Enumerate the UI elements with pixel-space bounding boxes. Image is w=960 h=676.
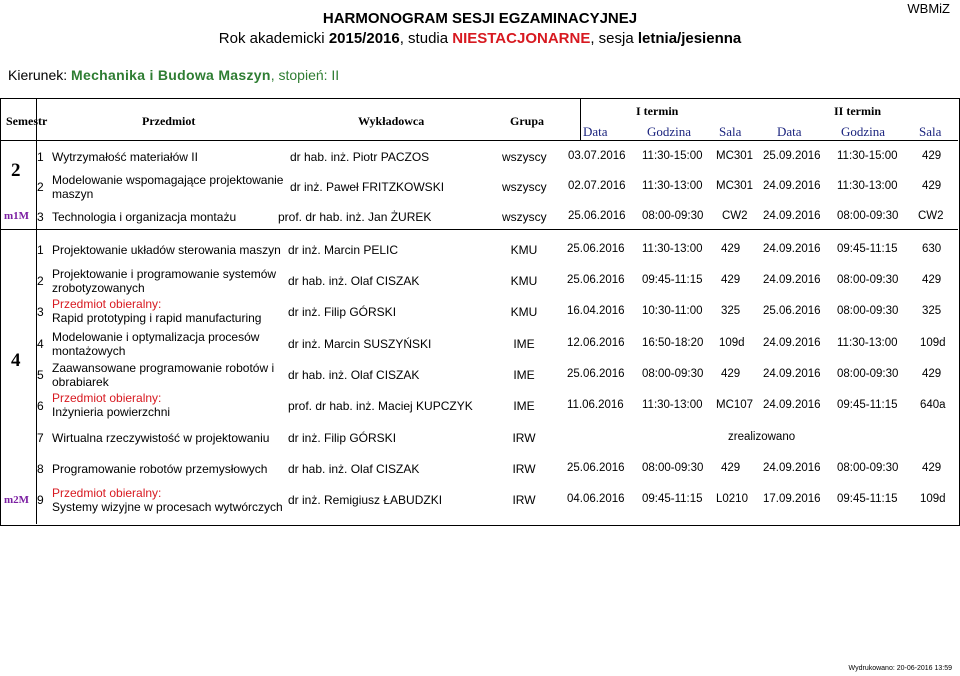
- subtitle-prefix: Rok akademicki: [218, 30, 329, 47]
- semester-label: 4: [11, 350, 21, 371]
- term2-time: 09:45-11:15: [837, 399, 898, 411]
- page-title: HARMONOGRAM SESJI EGZAMINACYJNEJ: [322, 10, 638, 27]
- lecturer-name: dr hab. inż. Olaf CISZAK: [288, 462, 420, 476]
- term2-time: 08:00-09:30: [837, 210, 899, 222]
- col-data-1: Data: [583, 124, 608, 139]
- term2-room: 640a: [920, 399, 946, 411]
- col-godzina-2: Godzina: [841, 124, 886, 139]
- term1-room: L0210: [716, 493, 748, 505]
- subtitle-mid2: , sesja: [590, 30, 638, 47]
- term1-date: 25.06.2016: [567, 462, 625, 474]
- term1-date: 25.06.2016: [568, 210, 626, 222]
- row-number: 7: [37, 431, 44, 445]
- field-name: Mechanika i Budowa Maszyn: [71, 67, 271, 83]
- row-number: 5: [37, 368, 44, 382]
- term2-date: 24.09.2016: [763, 368, 821, 380]
- term2-date: 17.09.2016: [763, 493, 821, 505]
- term2-date: 24.09.2016: [763, 243, 821, 255]
- term2-time: 11:30-13:00: [837, 337, 898, 349]
- group-name: wszyscy: [502, 180, 547, 194]
- term1-date: 25.06.2016: [567, 243, 625, 255]
- row-number: 8: [37, 462, 44, 476]
- term2-date: 24.09.2016: [763, 399, 821, 411]
- col-data-2: Data: [777, 124, 802, 139]
- col-godzina-1: Godzina: [647, 124, 692, 139]
- subject-name: Projektowanie i programowanie systemów zrobotyzowanych: [52, 267, 277, 295]
- row-number: 1: [37, 150, 44, 164]
- term1-time: 09:45-11:15: [642, 493, 703, 505]
- group-name: IRW: [512, 462, 536, 476]
- subject-name: Modelowanie wspomagające projektowanie maszyn: [52, 173, 284, 201]
- lecturer-name: dr inż. Paweł FRITZKOWSKI: [290, 180, 445, 194]
- term1-time: 08:00-09:30: [642, 368, 704, 380]
- row-number: 1: [37, 243, 44, 257]
- grid-line: [0, 140, 958, 141]
- term1-time: 10:30-11:00: [642, 305, 703, 317]
- row-number: 4: [37, 337, 44, 351]
- semester-label: 2: [11, 160, 21, 181]
- lecturer-name: dr inż. Remigiusz ŁABUDZKI: [288, 493, 443, 507]
- term2-time: 08:00-09:30: [837, 274, 899, 286]
- grid-line: [0, 229, 958, 230]
- row-number: 6: [37, 399, 44, 413]
- lecturer-name: dr hab. inż. Olaf CISZAK: [288, 368, 420, 382]
- term2-room: CW2: [918, 210, 944, 222]
- term1-date: 12.06.2016: [567, 337, 625, 349]
- group-name: KMU: [510, 274, 538, 288]
- subject-name: Wytrzymałość materiałów II: [52, 150, 198, 164]
- field-label: Kierunek:: [8, 67, 72, 83]
- term2-time: 09:45-11:15: [837, 493, 898, 505]
- group-name: KMU: [510, 243, 538, 257]
- term1-date: 25.06.2016: [567, 274, 625, 286]
- term2-room: 429: [922, 150, 942, 162]
- term1-time: 08:00-09:30: [642, 210, 704, 222]
- lecturer-name: dr inż. Filip GÓRSKI: [288, 305, 397, 319]
- term2-room: 429: [922, 368, 942, 380]
- term1-date: 04.06.2016: [567, 493, 625, 505]
- col-przedmiot: Przedmiot: [142, 114, 196, 128]
- group-name: IME: [513, 337, 535, 351]
- status-note: zrealizowano: [728, 431, 796, 443]
- subject-name: Zaawansowane programowanie robotów i obrabiarek: [52, 361, 275, 389]
- term1-room: 429: [721, 462, 741, 474]
- term2-time: 08:00-09:30: [837, 305, 899, 317]
- term2-time: 08:00-09:30: [837, 462, 899, 474]
- term1-time: 16:50-18:20: [642, 337, 704, 349]
- lecturer-name: dr inż. Marcin PELIC: [288, 243, 399, 257]
- subject-name: Inżynieria powierzchni: [52, 405, 171, 419]
- subject-name: Projektowanie układów sterowania maszyn: [52, 243, 281, 257]
- term2-date: 25.09.2016: [763, 150, 821, 162]
- col-semestr: Semestr: [6, 114, 48, 128]
- term2-date: 24.09.2016: [763, 337, 821, 349]
- grid-line: [580, 98, 581, 140]
- term1-time: 11:30-15:00: [642, 150, 703, 162]
- term2-room: 109d: [920, 493, 946, 505]
- group-name: wszyscy: [502, 210, 547, 224]
- term1-date: 16.04.2016: [567, 305, 625, 317]
- academic-year: 2015/2016: [328, 30, 400, 47]
- row-number: 2: [37, 180, 44, 194]
- row-number: 9: [37, 493, 44, 507]
- subject-name: Rapid prototyping i rapid manufacturing: [52, 311, 262, 325]
- row-number: 3: [37, 305, 44, 319]
- term1-room: 325: [721, 305, 741, 317]
- term2-room: 429: [922, 180, 942, 192]
- term1-date: 03.07.2016: [568, 150, 626, 162]
- term2-room: 630: [922, 243, 942, 255]
- lecturer-name: dr hab. inż. Piotr PACZOS: [290, 150, 430, 164]
- term2-time: 11:30-13:00: [837, 180, 898, 192]
- term2-date: 24.09.2016: [763, 274, 821, 286]
- faculty-code: WBMiZ: [907, 1, 950, 16]
- term2-room: 429: [922, 274, 942, 286]
- term1-room: 429: [721, 274, 741, 286]
- group-name: IME: [513, 368, 535, 382]
- elective-label: Przedmiot obieralny:: [52, 486, 162, 500]
- session-name: letnia/jesienna: [637, 30, 742, 47]
- group-name: wszyscy: [502, 150, 547, 164]
- study-mode: NIESTACJONARNE: [452, 30, 591, 47]
- row-number: 3: [37, 210, 44, 224]
- term1-room: MC301: [716, 180, 754, 192]
- term2-room: 109d: [920, 337, 946, 349]
- subject-name: Programowanie robotów przemysłowych: [52, 462, 268, 476]
- col-wykladowca: Wykładowca: [358, 114, 425, 128]
- subtitle-mid: , studia: [399, 30, 453, 47]
- col-sala-1: Sala: [719, 124, 742, 139]
- subject-name: Wirtualna rzeczywistość w projektowaniu: [52, 431, 270, 445]
- group-name: IME: [513, 399, 535, 413]
- term1-room: 109d: [719, 337, 745, 349]
- term2-time: 09:45-11:15: [837, 243, 898, 255]
- term2-date: 24.09.2016: [763, 462, 821, 474]
- term1-room: 429: [721, 243, 741, 255]
- term1-room: MC301: [716, 150, 754, 162]
- page-subtitle: [0, 30, 960, 47]
- term1-date: 11.06.2016: [567, 399, 624, 411]
- term1-date: 25.06.2016: [567, 368, 625, 380]
- elective-label: Przedmiot obieralny:: [52, 391, 162, 405]
- term1-time: 11:30-13:00: [642, 399, 703, 411]
- term2-time: 11:30-15:00: [837, 150, 898, 162]
- term2-room: 429: [922, 462, 942, 474]
- specialization-label: m1M: [4, 210, 30, 222]
- print-timestamp: Wydrukowano: 20-06-2016 13:59: [848, 665, 952, 672]
- elective-label: Przedmiot obieralny:: [52, 297, 162, 311]
- term1-room: 429: [721, 368, 741, 380]
- lecturer-name: prof. dr hab. inż. Jan ŻUREK: [278, 210, 432, 224]
- subject-name: Systemy wizyjne w procesach wytwórczych: [52, 500, 283, 514]
- term1-time: 11:30-13:00: [642, 180, 703, 192]
- group-name: IRW: [512, 431, 536, 445]
- term1-room: MC107: [716, 399, 754, 411]
- lecturer-name: dr inż. Marcin SUSZYŃSKI: [288, 337, 432, 351]
- lecturer-name: prof. dr hab. inż. Maciej KUPCZYK: [288, 399, 473, 413]
- specialization-label: m2M: [4, 494, 30, 506]
- group-name: IRW: [512, 493, 536, 507]
- term1-time: 08:00-09:30: [642, 462, 704, 474]
- row-number: 2: [37, 274, 44, 288]
- term2-date: 25.06.2016: [763, 305, 821, 317]
- field-degree: , stopień: II: [270, 67, 340, 83]
- col-term1: I termin: [636, 104, 679, 118]
- subject-name: Modelowanie i optymalizacja procesów montażowych: [52, 330, 260, 358]
- field-of-study: [8, 67, 339, 83]
- group-name: KMU: [510, 305, 538, 319]
- term1-time: 09:45-11:15: [642, 274, 703, 286]
- lecturer-name: dr inż. Filip GÓRSKI: [288, 431, 397, 445]
- term2-time: 08:00-09:30: [837, 368, 899, 380]
- subject-name: Technologia i organizacja montażu: [52, 210, 237, 224]
- term1-time: 11:30-13:00: [642, 243, 703, 255]
- term2-date: 24.09.2016: [763, 180, 821, 192]
- term2-date: 24.09.2016: [763, 210, 821, 222]
- col-grupa: Grupa: [510, 114, 545, 128]
- col-sala-2: Sala: [919, 124, 942, 139]
- col-term2: II termin: [834, 104, 881, 118]
- term2-room: 325: [922, 305, 942, 317]
- lecturer-name: dr hab. inż. Olaf CISZAK: [288, 274, 420, 288]
- term1-room: CW2: [722, 210, 748, 222]
- term1-date: 02.07.2016: [568, 180, 626, 192]
